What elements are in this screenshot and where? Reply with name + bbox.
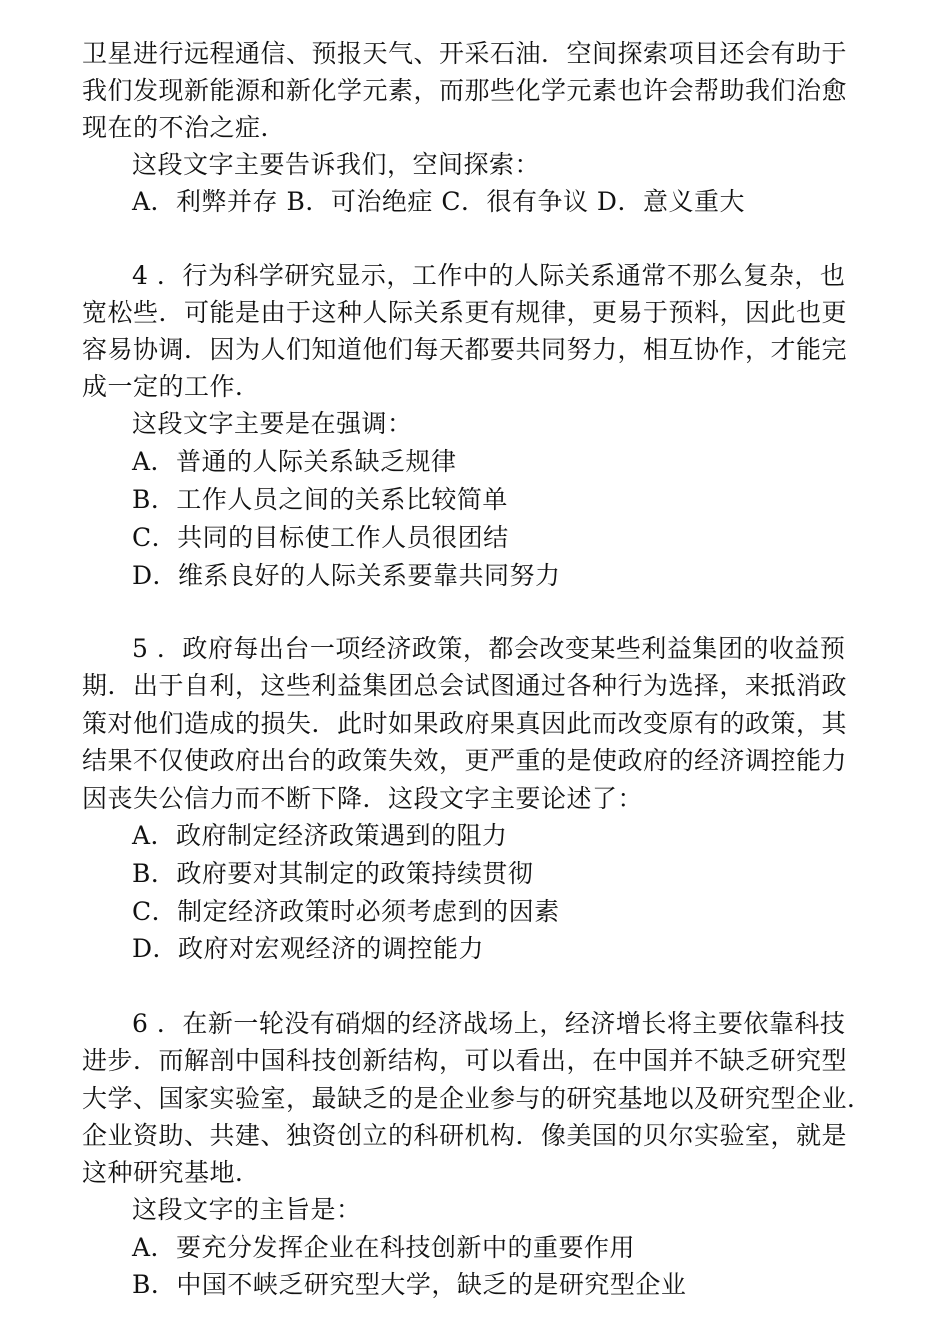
q3-passage-line-3: 现在的不治之症． — [82, 113, 287, 142]
q5-option-c: C．制定经济政策时必须考虑到的因素 — [132, 897, 560, 926]
q4-passage-line-1: 4 ．行为科学研究显示，工作中的人际关系通常不那么复杂，也 — [132, 261, 846, 290]
q5-option-d: D．政府对宏观经济的调控能力 — [132, 934, 485, 963]
q6-option-a: A．要充分发挥企业在科技创新中的重要作用 — [132, 1233, 636, 1262]
q5-option-a: A．政府制定经济政策遇到的阻力 — [132, 821, 508, 850]
q6-passage-line-3: 大学、国家实验室，最缺乏的是企业参与的研究基地以及研究型企业． — [82, 1084, 873, 1113]
q4-passage-line-4: 成一定的工作． — [82, 372, 261, 401]
q5-passage-line-2: 期．出于自利，这些利益集团总会试图通过各种行为选择，来抵消政 — [82, 671, 848, 700]
q4-passage-line-2: 宽松些．可能是由于这种人际关系更有规律，更易于预料，因此也更 — [82, 298, 848, 327]
q5-passage-line-3: 策对他们造成的损失．此时如果政府果真因此而改变原有的政策，其 — [82, 709, 848, 738]
q4-option-a: A．普通的人际关系缺乏规律 — [132, 447, 457, 476]
q5-passage-line-5: 因丧失公信力而不断下降．这段文字主要论述了： — [82, 784, 644, 813]
q4-prompt: 这段文字主要是在强调： — [132, 409, 413, 438]
q4-passage-line-3: 容易协调．因为人们知道他们每天都要共同努力，相互协作，才能完 — [82, 335, 848, 364]
q5-passage-line-1: 5 ．政府每出台一项经济政策，都会改变某些利益集团的收益预 — [132, 634, 846, 663]
q3-options: A．利弊并存 B．可治绝症 C．很有争议 D．意义重大 — [132, 187, 745, 216]
q6-passage-line-5: 这种研究基地． — [82, 1158, 261, 1187]
q5-passage-line-4: 结果不仅使政府出台的政策失效，更严重的是使政府的经济调控能力 — [82, 746, 848, 775]
q4-option-d: D．维系良好的人际关系要靠共同努力 — [132, 561, 561, 590]
q6-prompt: 这段文字的主旨是： — [132, 1195, 362, 1224]
q5-option-b: B．政府要对其制定的政策持续贯彻 — [132, 859, 534, 888]
q4-option-c: C．共同的目标使工作人员很团结 — [132, 523, 509, 552]
q6-passage-line-1: 6 ．在新一轮没有硝烟的经济战场上，经济增长将主要依靠科技 — [132, 1009, 846, 1038]
q4-option-b: B．工作人员之间的关系比较简单 — [132, 485, 508, 514]
q3-passage-line-1: 卫星进行远程通信、预报天气、开采石油．空间探索项目还会有助于 — [82, 39, 848, 68]
q6-passage-line-4: 企业资助、共建、独资创立的科研机构．像美国的贝尔实验室，就是 — [82, 1121, 848, 1150]
q3-prompt: 这段文字主要告诉我们，空间探索： — [132, 150, 541, 179]
q3-passage-line-2: 我们发现新能源和新化学元素，而那些化学元素也许会帮助我们治愈 — [82, 76, 848, 105]
q6-option-b: B．中国不峡乏研究型大学，缺乏的是研究型企业 — [132, 1270, 687, 1299]
q6-passage-line-2: 进步．而解剖中国科技创新结构，可以看出，在中国并不缺乏研究型 — [82, 1046, 848, 1075]
